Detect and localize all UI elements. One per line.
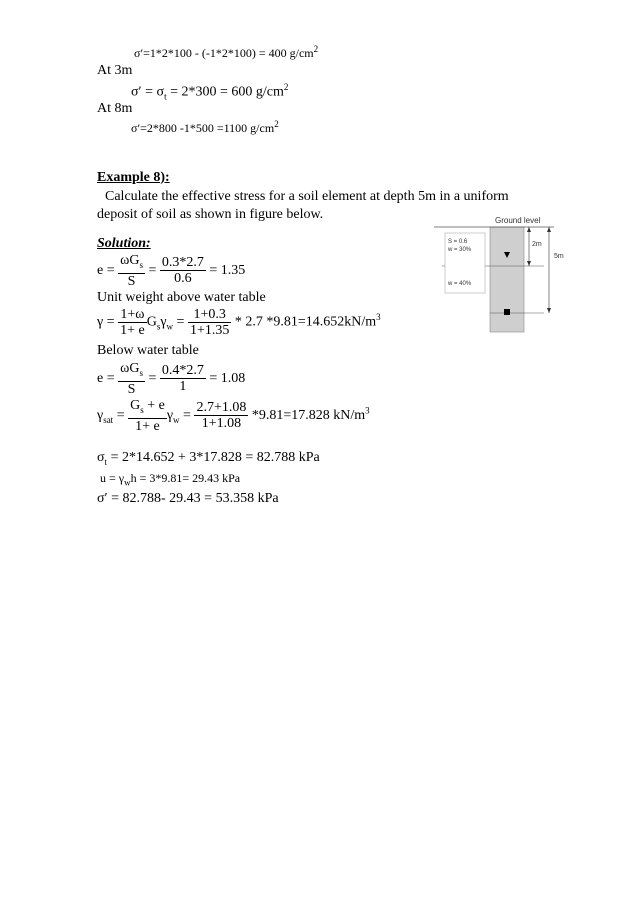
e1-frac1 [118,253,145,289]
g2-frac1 [128,398,167,434]
eq3-lhs: σ′ [131,121,141,135]
g2-mid: γ [166,408,174,424]
g2-exp: 3 [365,405,370,416]
eq-effective-stress-result: σ′ = 82.788- 29.43 = 53.358 kPa [97,491,279,506]
soil-profile-svg [434,215,580,335]
eq-effective-stress-2 [131,82,288,101]
g2-frac2-den: 1+1.08 [201,416,242,432]
e1-frac1-num: ωG [120,253,140,268]
e1-result: = 1.35 [205,263,246,279]
depth-2m-label: 2m [532,241,542,248]
u-rhs: h = 3*9.81= 29.43 kPa [130,471,241,485]
eq-total-stress [97,450,320,467]
g2-result: *9.81=17.828 kN/m [248,408,366,424]
g1-lhs: γ = [97,314,119,330]
g1-mid-sub: s [156,321,161,332]
eq-pore-pressure [100,471,240,487]
eq-effective-stress-1 [134,44,318,61]
dim-2m-arrow-bottom [527,261,531,266]
eq2-exp: 2 [283,82,289,92]
g2-frac1-num: G [130,398,141,413]
example-title: Example 8): [97,170,170,185]
depth-5m-label: 5m [554,253,564,260]
eq3-exp: 2 [274,119,279,129]
ground-level-label: Ground level [495,216,541,225]
u-sub: w [124,477,131,488]
solution-heading: Solution: [97,236,151,251]
g1-result: * 2.7 *9.81=14.652kN/m [231,314,377,330]
g2-frac1-den: 1+ e [135,418,160,434]
g2-eq1: = [113,408,129,424]
eq1-exp: 2 [313,44,319,54]
eq1-rhs: =1*2*100 - (-1*2*100) = 400 g/cm [143,46,314,60]
g1-frac2-den: 1+1.35 [189,323,230,338]
example-statement-2: deposit of soil as shown in figure below. [97,207,324,222]
e2-lhs: e = [97,371,119,387]
g1-mid: G [146,314,157,330]
dim-2m-arrow-top [527,227,531,232]
g1-mid2: γ [160,314,167,330]
soil-column [490,227,524,332]
eq-void-ratio-1 [97,253,245,289]
eq-unit-weight-below [97,398,370,434]
g2-frac1-num-sub: s [140,404,144,415]
st-lhs: σ [97,450,105,465]
label-at-8m: At 8m [97,101,133,116]
g1-frac1-num: 1+ω [118,307,147,323]
st-sub: t [104,456,108,467]
eq1-lhs: σ′ [134,46,144,60]
g2-frac2 [194,400,248,431]
e1-frac1-num-sub: s [139,259,143,270]
soil-element-marker [504,309,510,315]
w2-label: w = 40% [448,281,472,287]
u-lhs: u = γ [100,471,125,485]
eq-effective-stress-3 [131,119,279,136]
e1-lhs: e = [97,263,119,279]
e2-frac1-den: S [127,381,136,397]
e2-frac1 [118,361,145,397]
example-statement-1: Calculate the effective stress for a soil element at depth 5m in a uniform [105,189,509,204]
g1-frac2 [188,307,231,338]
w1-label: w = 30% [448,247,472,253]
g2-eq2: = [179,408,195,424]
e2-frac2-den: 1 [179,379,187,395]
eq-unit-weight-above [97,307,381,338]
g1-frac1-den: 1+ e [120,323,145,338]
g1-exp: 3 [376,312,381,323]
e2-frac2-num: 0.4*2.7 [161,363,204,379]
e1-frac2 [160,255,206,286]
eq3-rhs: =2*800 -1*500 =1100 g/cm [140,121,275,135]
e1-frac2-den: 0.6 [174,271,192,287]
g1-mid2-sub: w [166,321,174,332]
e1-frac1-den: S [127,273,136,289]
s-label: S = 0.6 [448,239,468,245]
e2-result: = 1.08 [205,371,246,387]
label-at-3m: At 3m [97,63,133,78]
eq-void-ratio-2 [97,361,245,397]
e2-frac1-num-sub: s [139,367,143,378]
g2-frac2-num: 2.7+1.08 [196,400,247,416]
e1-frac2-num: 0.3*2.7 [161,255,204,271]
eq2-sub: t [164,91,167,102]
e1-eq: = [144,263,160,279]
label-above-water-table: Unit weight above water table [97,290,266,305]
g2-mid-sub: w [173,414,180,425]
g2-lhs: γ [97,408,104,424]
eq2-rhs: = 2*300 = 600 g/cm [166,84,284,100]
label-below-water-table: Below water table [97,343,199,358]
e2-eq: = [144,371,160,387]
eq2-lhs: σ′ = σ [131,84,165,100]
soil-profile-figure [434,215,580,335]
dim-5m-arrow-bottom [547,308,551,313]
e2-frac2 [160,363,206,394]
e2-frac1-num: ωG [120,361,140,376]
st-rhs: = 2*14.652 + 3*17.828 = 82.788 kPa [107,450,320,465]
dim-5m-arrow-top [547,227,551,232]
g2-frac1-num-rest: + e [143,398,165,413]
g1-frac2-num: 1+0.3 [188,307,231,323]
g1-frac1 [118,307,147,338]
g2-lhs-sub: sat [103,414,114,425]
g1-eq: = [173,314,188,330]
